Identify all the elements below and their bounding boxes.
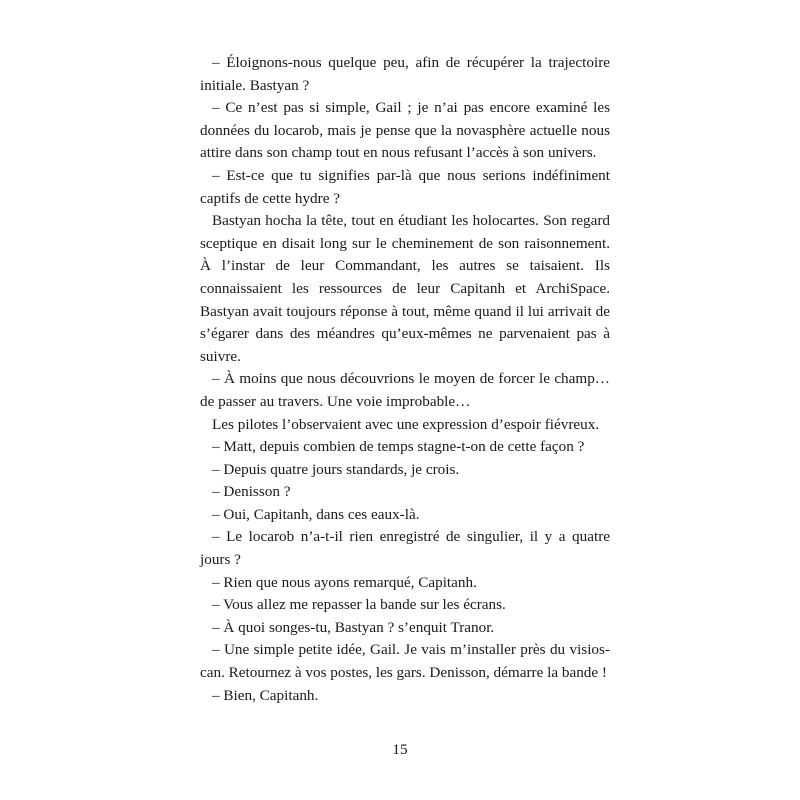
paragraph: – Est-ce que tu signifies par-là que nous serions indéfiniment captifs de cette hydre ? [200,166,610,207]
paragraph: – Matt, depuis combien de temps stagne-t-on de cette façon ? [212,438,585,456]
paragraph: Bastyan hocha la tête, tout en étudiant les holocartes. Son regard sceptique en disait long sur le cheminement de son raisonnement. À l’instar de leur Commandant, les autres se taisaient. Ils connaissaient les ressources de leur Capitanh et ArchiSpace. Bastyan avait toujours réponse à tout, même quand il lui arrivait de s’égarer dans des méandres qu’eux-mêmes ne parvenaient pas à suivre. [200,212,610,365]
paragraph: – Oui, Capitanh, dans ces eaux-là. [212,505,420,523]
paragraph: – Le locarob n’a-t-il rien enregistré de singulier, il y a quatre jours ? [200,528,610,569]
paragraph: – À quoi songes-tu, Bastyan ? s’enquit Tranor. [212,618,495,636]
paragraph: – Une simple petite idée, Gail. Je vais m’installer près du visioscan. Retournez à vos postes, les gars. Denisson, démarre la bande ! [200,641,610,682]
paragraph: Les pilotes l’observaient avec une expression d’espoir fiévreux. [212,415,600,433]
paragraph: – Depuis quatre jours standards, je crois. [212,460,460,478]
paragraph: – Vous allez me repasser la bande sur les écrans. [212,596,506,614]
paragraph: – À moins que nous découvrions le moyen de forcer le champ… de passer au travers. Une voie improbable… [200,370,610,410]
paragraph: – Bien, Capitanh. [212,686,319,704]
page-number: 15 [392,741,408,758]
paragraph: – Rien que nous ayons remarqué, Capitanh. [212,573,477,591]
paragraph: – Denisson ? [212,483,291,501]
book-page-body [200,52,610,707]
paragraph: – Éloignons-nous quelque peu, afin de récupérer la trajectoire initiale. Bastyan ? [200,54,610,94]
paragraph: – Ce n’est pas si simple, Gail ; je n’ai pas encore examiné les données du locarob, mais je pense que la novasphère actuelle nous attire dans son champ tout en nous refusant l’accès à son univers. [200,99,610,162]
